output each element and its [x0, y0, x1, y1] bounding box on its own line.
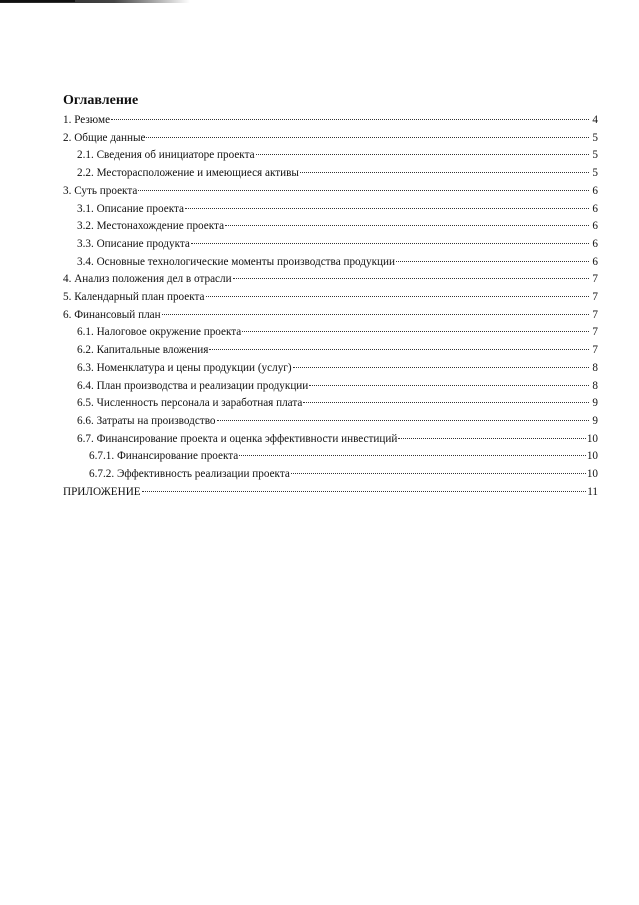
- toc-page-number: 6: [592, 237, 598, 250]
- toc-dot-leader: [191, 243, 589, 244]
- toc-page-number: 10: [586, 450, 598, 463]
- toc-entry-text: 6.7.1. Финансирование проекта: [89, 450, 239, 463]
- toc-entry[interactable]: [63, 218, 598, 236]
- toc-entry[interactable]: [63, 466, 598, 484]
- toc-entry[interactable]: [63, 484, 598, 502]
- toc-entry[interactable]: [63, 254, 598, 272]
- toc-entry-text: 6.7. Финансирование проекта и оценка эффективности инвестиций: [77, 432, 398, 445]
- toc-page-number: 11: [587, 485, 598, 498]
- toc-dot-leader: [206, 296, 589, 297]
- toc-dot-leader: [217, 420, 589, 421]
- toc-entry-text: 3.1. Описание проекта: [77, 202, 184, 215]
- toc-entry-text: 3.4. Основные технологические моменты производства продукции: [77, 255, 395, 268]
- toc-dot-leader: [225, 225, 589, 226]
- toc-page-number: 9: [592, 397, 598, 410]
- toc-entry-text: ПРИЛОЖЕНИЕ: [63, 485, 141, 498]
- toc-entry[interactable]: [63, 271, 598, 289]
- toc-page-number: 6: [592, 220, 598, 233]
- toc-list: [63, 112, 598, 501]
- toc-entry-text: 6.3. Номенклатура и цены продукции (услуг): [77, 361, 292, 374]
- toc-dot-leader: [185, 208, 589, 209]
- toc-dot-leader: [291, 473, 586, 474]
- toc-dot-leader: [293, 367, 589, 368]
- toc-page-number: 5: [592, 167, 598, 180]
- toc-page-number: 6: [592, 184, 598, 197]
- toc-entry[interactable]: [63, 201, 598, 219]
- toc-entry[interactable]: [63, 183, 598, 201]
- toc-entry-text: 5. Календарный план проекта: [63, 291, 205, 304]
- toc-dot-leader: [303, 402, 589, 403]
- toc-entry-text: 3.3. Описание продукта: [77, 237, 190, 250]
- toc-page-number: 5: [592, 131, 598, 144]
- toc-entry[interactable]: [63, 307, 598, 325]
- toc-page-number: 9: [592, 414, 598, 427]
- toc-page-number: 7: [592, 344, 598, 357]
- toc-page-number: 7: [592, 326, 598, 339]
- toc-page-number: 7: [592, 273, 598, 286]
- toc-entry[interactable]: [63, 236, 598, 254]
- toc-entry[interactable]: [63, 165, 598, 183]
- toc-page-number: 6: [592, 202, 598, 215]
- toc-title: Оглавление: [63, 93, 139, 108]
- toc-dot-leader: [396, 261, 589, 262]
- toc-entry[interactable]: [63, 342, 598, 360]
- toc-entry[interactable]: [63, 431, 598, 449]
- toc-dot-leader: [142, 491, 587, 492]
- toc-entry-text: 2.1. Сведения об инициаторе проекта: [77, 149, 255, 162]
- toc-dot-leader: [138, 190, 589, 191]
- toc-dot-leader: [111, 119, 589, 120]
- toc-entry[interactable]: [63, 112, 598, 130]
- toc-entry-text: 3.2. Местонахождение проекта: [77, 220, 225, 233]
- toc-page-number: 8: [592, 379, 598, 392]
- toc-page-number: 10: [586, 432, 598, 445]
- toc-entry[interactable]: [63, 378, 598, 396]
- toc-dot-leader: [146, 137, 589, 138]
- toc-entry-text: 6.6. Затраты на производство: [77, 414, 216, 427]
- toc-entry[interactable]: [63, 147, 598, 165]
- toc-entry[interactable]: [63, 324, 598, 342]
- toc-entry-text: 4. Анализ положения дел в отрасли: [63, 273, 232, 286]
- toc-dot-leader: [242, 331, 589, 332]
- toc-entry[interactable]: [63, 395, 598, 413]
- toc-page-number: 4: [592, 114, 598, 126]
- toc-dot-leader: [309, 385, 589, 386]
- toc-entry[interactable]: [63, 360, 598, 378]
- toc-entry[interactable]: [63, 289, 598, 307]
- toc-dot-leader: [239, 455, 586, 456]
- toc-dot-leader: [233, 278, 589, 279]
- toc-entry-text: 3. Суть проекта: [63, 184, 138, 197]
- toc-entry-text: 2.2. Месторасположение и имеющиеся активы: [77, 167, 299, 180]
- toc-page-number: 5: [592, 149, 598, 162]
- toc-page-number: 7: [592, 291, 598, 304]
- toc-dot-leader: [209, 349, 589, 350]
- toc-dot-leader: [162, 314, 589, 315]
- toc-dot-leader: [300, 172, 589, 173]
- toc-page-number: 10: [586, 468, 598, 481]
- toc-entry-text: 6. Финансовый план: [63, 308, 161, 321]
- toc-dot-leader: [256, 154, 589, 155]
- toc-page-number: 6: [592, 255, 598, 268]
- toc-entry[interactable]: [63, 413, 598, 431]
- toc-entry-text: 6.4. План производства и реализации продукции: [77, 379, 309, 392]
- toc-entry-text: 6.5. Численность персонала и заработная плата: [77, 397, 303, 410]
- toc-entry-text: 6.1. Налоговое окружение проекта: [77, 326, 242, 339]
- toc-entry-text: 1. Резюме: [63, 114, 111, 126]
- toc-entry-text: 6.7.2. Эффективность реализации проекта: [89, 468, 290, 481]
- scan-artifact-line: [0, 0, 75, 2]
- toc-page-number: 7: [592, 308, 598, 321]
- toc-entry-text: 2. Общие данные: [63, 131, 146, 144]
- toc-entry[interactable]: [63, 130, 598, 148]
- toc-entry[interactable]: [63, 448, 598, 466]
- toc-dot-leader: [398, 438, 585, 439]
- toc-entry-text: 6.2. Капитальные вложения: [77, 344, 209, 357]
- table-of-contents: [63, 92, 598, 501]
- toc-page-number: 8: [592, 361, 598, 374]
